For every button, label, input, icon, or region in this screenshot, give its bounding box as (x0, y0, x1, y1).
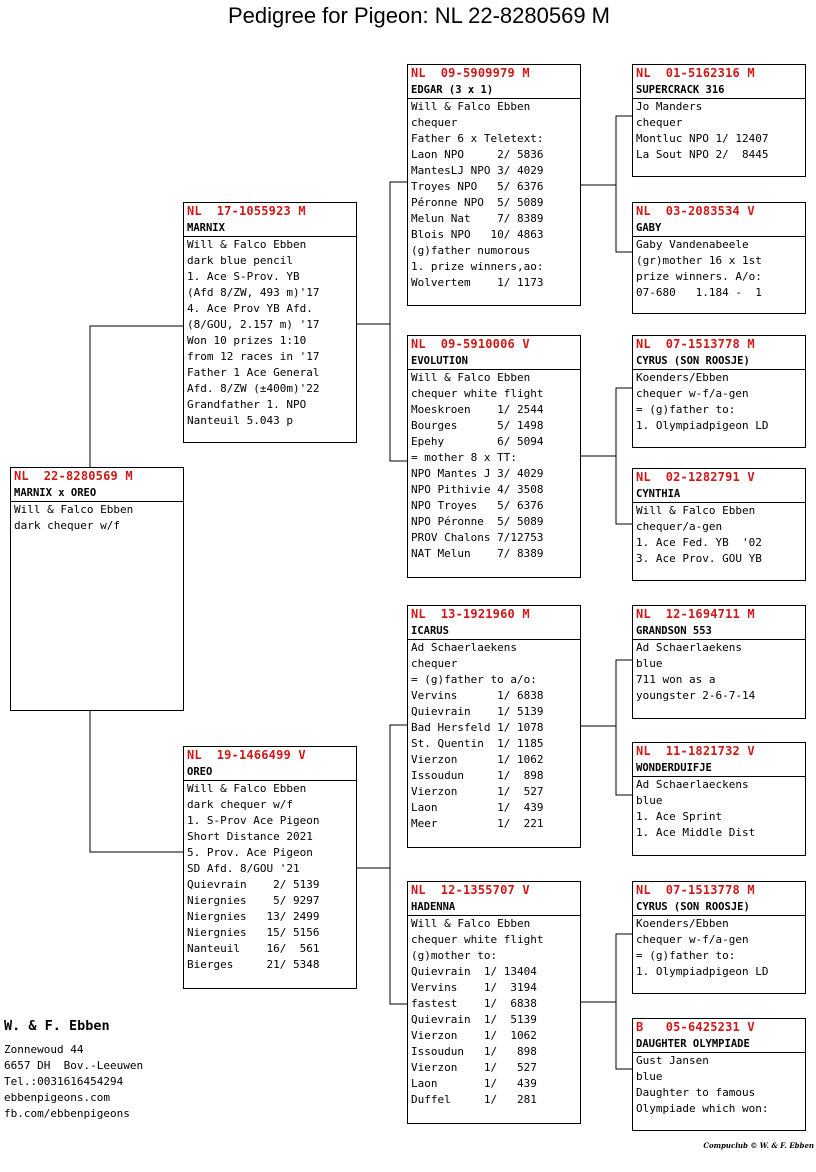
info-line: Issoudun 1/ 898 (411, 769, 544, 782)
great-grandparent-card (632, 742, 806, 856)
info-line: Koenders/Ebben (636, 371, 729, 384)
info-line: chequer white flight (411, 933, 544, 946)
info-line: (Afd 8/ZW, 493 m)'17 (187, 286, 320, 299)
info-line: (g)father numorous (411, 244, 531, 257)
info-line: blue (636, 1070, 663, 1083)
info-line: Koenders/Ebben (636, 917, 729, 930)
info-line: chequer white flight (411, 387, 544, 400)
info-line: Will & Falco Ebben (636, 504, 756, 517)
info-line: 07-680 1.184 - 1 (636, 286, 762, 299)
great-grandparent-card (632, 64, 806, 177)
info-line: chequer w-f/a-gen (636, 933, 749, 946)
info-line: Troyes NPO 5/ 6376 (411, 180, 544, 193)
pigeon-name: HADENNA (408, 899, 580, 916)
pigeon-name: CYNTHIA (633, 486, 805, 503)
info-line: Vervins 1/ 3194 (411, 981, 537, 994)
info-line: Bad Hersfeld 1/ 1078 (411, 721, 544, 734)
copyright-footer: Compuclub © W. & F. Ebben (703, 1141, 814, 1150)
info-line: Father 6 x Teletext: (411, 132, 544, 145)
info-line: Laon 1/ 439 (411, 801, 544, 814)
info-line: 1. Olympiadpigeon LD (636, 419, 769, 432)
info-line: Afd. 8/ZW (±400m)'22 (187, 382, 320, 395)
info-line: dark chequer w/f (187, 798, 293, 811)
ring-number: NL 09-5909979 M (411, 66, 530, 80)
info-line: Melun Nat 7/ 8389 (411, 212, 544, 225)
info-line: Father 1 Ace General (187, 366, 320, 379)
info-line: dark blue pencil (187, 254, 293, 267)
info-line: youngster 2-6-7-14 (636, 689, 756, 702)
info-line: St. Quentin 1/ 1185 (411, 737, 544, 750)
ring-number: NL 07-1513778 M (636, 883, 755, 897)
pigeon-name: OREO (184, 764, 356, 781)
ring-number: NL 09-5910006 V (411, 337, 530, 351)
info-line: dark chequer w/f (14, 519, 120, 532)
info-line: (8/GOU, 2.157 m) '17 (187, 318, 320, 331)
ring-number: NL 02-1282791 V (636, 470, 755, 484)
breeder-postcode: 6657 DH Bov.-Leeuwen (4, 1059, 144, 1072)
info-line: Vervins 1/ 6838 (411, 689, 544, 702)
info-line: Olympiade which won: (636, 1102, 769, 1115)
info-line: = (g)father to: (636, 949, 736, 962)
info-line: Short Distance 2021 (187, 830, 313, 843)
info-line: blue (636, 657, 663, 670)
info-line: Niergnies 15/ 5156 (187, 926, 320, 939)
info-line: 1. Ace S-Prov. YB (187, 270, 300, 283)
pigeon-name: WONDERDUIFJE (633, 760, 805, 777)
mother-card (183, 746, 357, 989)
info-line: chequer (411, 657, 458, 670)
info-line: = (g)father to: (636, 403, 736, 416)
ring-number: NL 03-2083534 V (636, 204, 755, 218)
breeder-facebook: fb.com/ebbenpigeons (4, 1107, 130, 1120)
info-line: 1. Ace Sprint (636, 810, 723, 823)
info-line: Will & Falco Ebben (14, 503, 134, 516)
info-line: Niergnies 5/ 9297 (187, 894, 320, 907)
info-line: Péronne NPO 5/ 5089 (411, 196, 544, 209)
ring-number: NL 17-1055923 M (187, 204, 306, 218)
info-line: Laon 1/ 439 (411, 1077, 537, 1090)
ring-number: NL 19-1466499 V (187, 748, 306, 762)
great-grandparent-card (632, 1018, 806, 1131)
info-line: Vierzon 1/ 527 (411, 1061, 537, 1074)
ring-number: NL 13-1921960 M (411, 607, 530, 621)
info-line: Vierzon 1/ 527 (411, 785, 544, 798)
info-line: Will & Falco Ebben (411, 371, 531, 384)
info-line: Quievrain 2/ 5139 (187, 878, 320, 891)
info-line: Bierges 21/ 5348 (187, 958, 320, 971)
info-line: 1. Olympiadpigeon LD (636, 965, 769, 978)
pigeon-name: ICARUS (408, 623, 580, 640)
info-line: 711 won as a (636, 673, 716, 686)
maternal-grandmother-card (407, 881, 581, 1124)
breeder-website: ebbenpigeons.com (4, 1091, 110, 1104)
info-line: Blois NPO 10/ 4863 (411, 228, 544, 241)
pigeon-name: MARNIX (184, 220, 356, 237)
pigeon-name: CYRUS (SON ROOSJE) (633, 899, 805, 916)
great-grandparent-card (632, 202, 806, 314)
info-line: Ad Schaerlaekens (636, 641, 742, 654)
info-line: chequer (411, 116, 458, 129)
info-line: 4. Ace Prov YB Afd. (187, 302, 313, 315)
pigeon-name: SUPERCRACK 316 (633, 82, 805, 99)
info-line: 1. Ace Middle Dist (636, 826, 756, 839)
info-line: Montluc NPO 1/ 12407 (636, 132, 769, 145)
info-line: = mother 8 x TT: (411, 451, 517, 464)
info-line: 1. S-Prov Ace Pigeon (187, 814, 320, 827)
breeder-address: Zonnewoud 44 (4, 1043, 84, 1056)
ring-number: B 05-6425231 V (636, 1020, 755, 1034)
info-line: Vierzon 1/ 1062 (411, 1029, 537, 1042)
info-line: = (g)father to a/o: (411, 673, 537, 686)
info-line: Quievrain 1/ 5139 (411, 705, 544, 718)
info-line: SD Afd. 8/GOU '21 (187, 862, 300, 875)
pigeon-name: EVOLUTION (408, 353, 580, 370)
info-line: NAT Melun 7/ 8389 (411, 547, 544, 560)
ring-number: NL 12-1694711 M (636, 607, 755, 621)
info-line: MantesLJ NPO 3/ 4029 (411, 164, 544, 177)
info-line: Ad Schaerlaeckens (636, 778, 749, 791)
info-line: (gr)mother 16 x 1st (636, 254, 762, 267)
info-line: Issoudun 1/ 898 (411, 1045, 537, 1058)
father-card (183, 202, 357, 443)
info-line: chequer/a-gen (636, 520, 723, 533)
breeder-name: W. & F. Ebben (4, 1018, 110, 1034)
info-line: chequer (636, 116, 683, 129)
info-line: blue (636, 794, 663, 807)
subject-pigeon-card (10, 467, 184, 711)
maternal-grandfather-card (407, 605, 581, 848)
info-line: Grandfather 1. NPO (187, 398, 307, 411)
paternal-grandfather-card (407, 64, 581, 306)
info-line: Meer 1/ 221 (411, 817, 544, 830)
info-line: Gaby Vandenabeele (636, 238, 749, 251)
ring-number: NL 01-5162316 M (636, 66, 755, 80)
info-line: Vierzon 1/ 1062 (411, 753, 544, 766)
info-line: Ad Schaerlaekens (411, 641, 517, 654)
pigeon-name: GABY (633, 220, 805, 237)
info-line: Gust Jansen (636, 1054, 709, 1067)
pigeon-name: DAUGHTER OLYMPIADE (633, 1036, 805, 1053)
info-line: Nanteuil 5.043 p (187, 414, 293, 427)
page-title: Pedigree for Pigeon: NL 22-8280569 M (228, 3, 610, 28)
breeder-contact-block (4, 1018, 143, 1122)
ring-number: NL 12-1355707 V (411, 883, 530, 897)
info-line: 1. prize winners,ao: (411, 260, 544, 273)
pigeon-name: MARNIX x OREO (11, 485, 183, 502)
info-line: Duffel 1/ 281 (411, 1093, 537, 1106)
info-line: Wolvertem 1/ 1173 (411, 276, 544, 289)
info-line: Nanteuil 16/ 561 (187, 942, 320, 955)
info-line: Niergnies 13/ 2499 (187, 910, 320, 923)
info-line: NPO Péronne 5/ 5089 (411, 515, 544, 528)
info-line: Daughter to famous (636, 1086, 756, 1099)
info-line: chequer w-f/a-gen (636, 387, 749, 400)
info-line: Quievrain 1/ 5139 (411, 1013, 537, 1026)
info-line: fastest 1/ 6838 (411, 997, 537, 1010)
great-grandparent-card (632, 605, 806, 719)
info-line: Will & Falco Ebben (411, 917, 531, 930)
info-line: Quievrain 1/ 13404 (411, 965, 537, 978)
info-line: from 12 races in '17 (187, 350, 320, 363)
info-line: 3. Ace Prov. GOU YB (636, 552, 762, 565)
ring-number: NL 11-1821732 V (636, 744, 755, 758)
info-line: Will & Falco Ebben (187, 782, 307, 795)
ring-number: NL 22-8280569 M (14, 469, 133, 483)
info-line: Bourges 5/ 1498 (411, 419, 544, 432)
pigeon-name: EDGAR (3 x 1) (408, 82, 580, 99)
info-line: Will & Falco Ebben (411, 100, 531, 113)
info-line: Laon NPO 2/ 5836 (411, 148, 544, 161)
info-line: Moeskroen 1/ 2544 (411, 403, 544, 416)
info-line: 1. Ace Fed. YB '02 (636, 536, 762, 549)
info-line: Jo Manders (636, 100, 703, 113)
info-line: prize winners. A/o: (636, 270, 762, 283)
info-line: NPO Pithivie 4/ 3508 (411, 483, 544, 496)
breeder-phone: Tel.:0031616454294 (4, 1075, 124, 1088)
info-line: La Sout NPO 2/ 8445 (636, 148, 769, 161)
great-grandparent-card (632, 881, 806, 994)
info-line: Epehy 6/ 5094 (411, 435, 544, 448)
great-grandparent-card (632, 335, 806, 448)
pigeon-name: GRANDSON 553 (633, 623, 805, 640)
great-grandparent-card (632, 468, 806, 581)
ring-number: NL 07-1513778 M (636, 337, 755, 351)
info-line: PROV Chalons 7/12753 (411, 531, 544, 544)
pigeon-name: CYRUS (SON ROOSJE) (633, 353, 805, 370)
info-line: Will & Falco Ebben (187, 238, 307, 251)
info-line: NPO Troyes 5/ 6376 (411, 499, 544, 512)
info-line: NPO Mantes J 3/ 4029 (411, 467, 544, 480)
info-line: Won 10 prizes 1:10 (187, 334, 307, 347)
info-line: 5. Prov. Ace Pigeon (187, 846, 313, 859)
info-line: (g)mother to: (411, 949, 498, 962)
paternal-grandmother-card (407, 335, 581, 578)
